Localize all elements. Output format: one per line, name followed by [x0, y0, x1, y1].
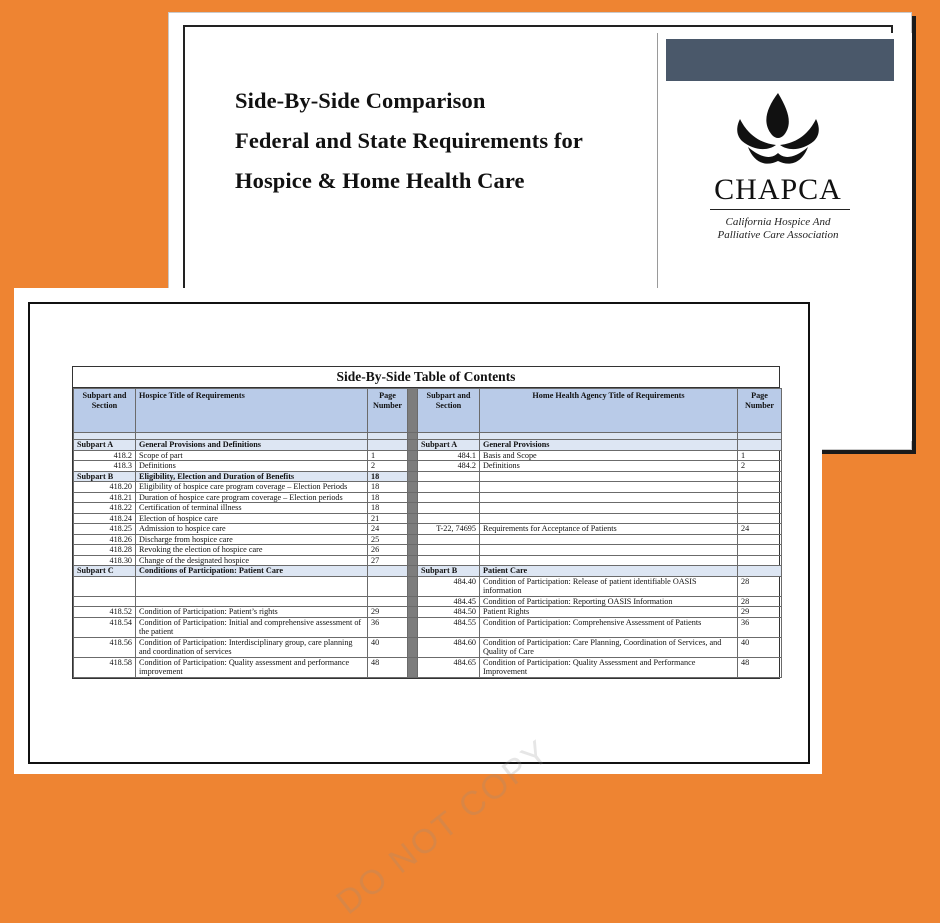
hospice-section-cell: Subpart B — [74, 471, 136, 482]
toc-row — [74, 576, 782, 596]
logo-divider — [710, 209, 850, 210]
hha-section-cell — [418, 545, 480, 556]
logo-header-bar — [666, 39, 894, 81]
hospice-title-cell: Condition of Participation: Initial and comprehensive assessment of the patient — [136, 617, 368, 637]
hospice-page-cell: 48 — [368, 657, 408, 677]
column-divider — [408, 534, 418, 545]
logo-subtitle-line: California Hospice And — [725, 216, 831, 228]
hha-section-cell — [418, 482, 480, 493]
hha-section-cell: 484.60 — [418, 637, 480, 657]
toc-row — [74, 545, 782, 556]
hha-page-cell: 1 — [738, 450, 782, 461]
hospice-page-cell — [368, 566, 408, 577]
hha-page-cell — [738, 503, 782, 514]
spacer-row — [74, 433, 782, 440]
hospice-page-cell: 18 — [368, 503, 408, 514]
toc-row — [74, 513, 782, 524]
hha-title-cell — [480, 513, 738, 524]
hha-section-cell: 484.45 — [418, 596, 480, 607]
hospice-title-cell: Discharge from hospice care — [136, 534, 368, 545]
hospice-page-cell: 40 — [368, 637, 408, 657]
header-hospice-page: Page Number — [368, 389, 408, 433]
column-divider — [408, 503, 418, 514]
hospice-section-cell: 418.20 — [74, 482, 136, 493]
hospice-title-cell: Definitions — [136, 461, 368, 472]
hospice-section-cell: 418.2 — [74, 450, 136, 461]
column-divider — [408, 657, 418, 677]
hha-title-cell — [480, 482, 738, 493]
hha-section-cell — [418, 534, 480, 545]
chapca-flame-icon — [718, 89, 838, 169]
toc-row — [74, 617, 782, 637]
hha-title-cell: Condition of Participation: Care Planning, Coordination of Services, and Quality of Care — [480, 637, 738, 657]
toc-row — [74, 566, 782, 577]
hha-title-cell — [480, 545, 738, 556]
column-divider — [408, 607, 418, 618]
header-hospice-title: Hospice Title of Requirements — [136, 389, 368, 433]
hha-title-cell: Definitions — [480, 461, 738, 472]
hha-section-cell — [418, 555, 480, 566]
column-divider — [408, 492, 418, 503]
column-divider — [408, 596, 418, 607]
hha-page-cell — [738, 440, 782, 451]
toc-table-box — [72, 366, 780, 679]
header-hha-section: Subpart and Section — [418, 389, 480, 433]
toc-page — [14, 288, 822, 922]
hospice-section-cell: 418.22 — [74, 503, 136, 514]
column-divider — [408, 524, 418, 535]
column-divider — [408, 617, 418, 637]
header-hha-title: Home Health Agency Title of Requirements — [480, 389, 738, 433]
toc-row — [74, 596, 782, 607]
hospice-page-cell: 2 — [368, 461, 408, 472]
hospice-title-cell: Condition of Participation: Quality assessment and performance improvement — [136, 657, 368, 677]
hha-page-cell: 29 — [738, 607, 782, 618]
hha-section-cell — [418, 513, 480, 524]
hha-page-cell — [738, 482, 782, 493]
hospice-title-cell: General Provisions and Definitions — [136, 440, 368, 451]
column-divider — [408, 389, 418, 433]
hha-section-cell: 484.50 — [418, 607, 480, 618]
hospice-section-cell: 418.56 — [74, 637, 136, 657]
hospice-section-cell: 418.30 — [74, 555, 136, 566]
hha-page-cell: 28 — [738, 576, 782, 596]
column-divider — [408, 555, 418, 566]
toc-row — [74, 637, 782, 657]
hospice-title-cell: Certification of terminal illness — [136, 503, 368, 514]
hospice-page-cell — [368, 440, 408, 451]
hha-title-cell: Requirements for Acceptance of Patients — [480, 524, 738, 535]
hha-page-cell — [738, 534, 782, 545]
toc-row — [74, 492, 782, 503]
hha-section-cell — [418, 503, 480, 514]
hha-page-cell — [738, 492, 782, 503]
hospice-section-cell: 418.58 — [74, 657, 136, 677]
hha-title-cell: Condition of Participation: Release of patient identifiable OASIS information — [480, 576, 738, 596]
hha-page-cell: 36 — [738, 617, 782, 637]
hospice-page-cell: 29 — [368, 607, 408, 618]
toc-header-row — [74, 389, 782, 433]
hha-title-cell: Condition of Participation: Comprehensive Assessment of Patients — [480, 617, 738, 637]
hospice-title-cell: Condition of Participation: Patient’s rights — [136, 607, 368, 618]
hospice-section-cell: Subpart A — [74, 440, 136, 451]
hospice-title-cell: Election of hospice care — [136, 513, 368, 524]
hospice-page-cell — [368, 576, 408, 596]
hospice-title-cell: Eligibility of hospice care program coverage – Election Periods — [136, 482, 368, 493]
hospice-page-cell: 18 — [368, 492, 408, 503]
hha-title-cell — [480, 492, 738, 503]
hospice-title-cell: Change of the designated hospice — [136, 555, 368, 566]
hospice-section-cell: 418.3 — [74, 461, 136, 472]
column-divider — [408, 513, 418, 524]
hha-section-cell: 484.1 — [418, 450, 480, 461]
hospice-section-cell: 418.52 — [74, 607, 136, 618]
hospice-section-cell: 418.54 — [74, 617, 136, 637]
hospice-page-cell: 26 — [368, 545, 408, 556]
hospice-title-cell: Duration of hospice care program coverage – Election periods — [136, 492, 368, 503]
hha-page-cell: 2 — [738, 461, 782, 472]
logo-subtitle — [658, 216, 898, 242]
cover-title-line: Federal and State Requirements for — [235, 128, 583, 153]
hha-title-cell: Condition of Participation: Reporting OASIS Information — [480, 596, 738, 607]
toc-row — [74, 555, 782, 566]
hospice-section-cell — [74, 596, 136, 607]
hha-title-cell: Patient Rights — [480, 607, 738, 618]
toc-row — [74, 471, 782, 482]
hospice-section-cell: Subpart C — [74, 566, 136, 577]
column-divider — [408, 440, 418, 451]
hospice-title-cell: Scope of part — [136, 450, 368, 461]
toc-row — [74, 450, 782, 461]
column-divider — [408, 482, 418, 493]
hha-section-cell: 484.2 — [418, 461, 480, 472]
hha-section-cell — [418, 492, 480, 503]
hospice-section-cell: 418.28 — [74, 545, 136, 556]
hha-page-cell — [738, 566, 782, 577]
hospice-page-cell — [368, 596, 408, 607]
hha-section-cell: Subpart A — [418, 440, 480, 451]
hha-page-cell — [738, 555, 782, 566]
hospice-page-cell: 27 — [368, 555, 408, 566]
hospice-title-cell — [136, 596, 368, 607]
toc-row — [74, 657, 782, 677]
hha-page-cell: 48 — [738, 657, 782, 677]
toc-row — [74, 482, 782, 493]
cover-title-line: Hospice & Home Health Care — [235, 168, 525, 193]
column-divider — [408, 637, 418, 657]
column-divider — [408, 545, 418, 556]
toc-table — [73, 388, 782, 678]
hospice-title-cell: Revoking the election of hospice care — [136, 545, 368, 556]
toc-row — [74, 524, 782, 535]
hha-title-cell — [480, 555, 738, 566]
hospice-page-cell: 24 — [368, 524, 408, 535]
hospice-page-cell: 25 — [368, 534, 408, 545]
hospice-title-cell — [136, 576, 368, 596]
hha-page-cell — [738, 545, 782, 556]
cover-title-line: Side-By-Side Comparison — [235, 88, 486, 113]
hha-title-cell — [480, 503, 738, 514]
hha-page-cell: 24 — [738, 524, 782, 535]
header-hospice-section: Subpart and Section — [74, 389, 136, 433]
hha-section-cell: 484.55 — [418, 617, 480, 637]
hha-title-cell: General Provisions — [480, 440, 738, 451]
column-divider — [408, 461, 418, 472]
hha-title-cell — [480, 471, 738, 482]
hha-section-cell — [418, 471, 480, 482]
hha-section-cell: 484.40 — [418, 576, 480, 596]
hha-title-cell: Patient Care — [480, 566, 738, 577]
hha-title-cell — [480, 534, 738, 545]
hospice-title-cell: Admission to hospice care — [136, 524, 368, 535]
hospice-section-cell: 418.25 — [74, 524, 136, 535]
hha-section-cell: Subpart B — [418, 566, 480, 577]
hha-page-cell: 28 — [738, 596, 782, 607]
toc-row — [74, 440, 782, 451]
hha-section-cell: 484.65 — [418, 657, 480, 677]
hha-page-cell: 40 — [738, 637, 782, 657]
hospice-title-cell: Conditions of Participation: Patient Care — [136, 566, 368, 577]
logo-subtitle-line: Palliative Care Association — [717, 229, 839, 241]
toc-row — [74, 607, 782, 618]
hospice-page-cell: 36 — [368, 617, 408, 637]
hospice-section-cell: 418.24 — [74, 513, 136, 524]
hha-page-cell — [738, 471, 782, 482]
hospice-title-cell: Eligibility, Election and Duration of Benefits — [136, 471, 368, 482]
hha-page-cell — [738, 513, 782, 524]
column-divider — [408, 471, 418, 482]
hha-title-cell: Condition of Participation: Quality Assessment and Performance Improvement — [480, 657, 738, 677]
watermark: DO NOT COPY — [329, 732, 558, 922]
toc-row — [74, 461, 782, 472]
toc-row — [74, 503, 782, 514]
hha-section-cell: T-22, 74695 — [418, 524, 480, 535]
hospice-title-cell: Condition of Participation: Interdisciplinary group, care planning and coordination of services — [136, 637, 368, 657]
column-divider — [408, 450, 418, 461]
hospice-page-cell: 1 — [368, 450, 408, 461]
cover-title — [235, 81, 583, 201]
hospice-page-cell: 18 — [368, 482, 408, 493]
header-hha-page: Page Number — [738, 389, 782, 433]
column-divider — [408, 566, 418, 577]
toc-row — [74, 534, 782, 545]
toc-title: Side-By-Side Table of Contents — [73, 367, 779, 388]
logo-name: CHAPCA — [714, 173, 842, 206]
hha-title-cell: Basis and Scope — [480, 450, 738, 461]
hospice-section-cell: 418.21 — [74, 492, 136, 503]
hospice-section-cell — [74, 576, 136, 596]
hospice-page-cell: 21 — [368, 513, 408, 524]
hospice-page-cell: 18 — [368, 471, 408, 482]
column-divider — [408, 576, 418, 596]
hospice-section-cell: 418.26 — [74, 534, 136, 545]
